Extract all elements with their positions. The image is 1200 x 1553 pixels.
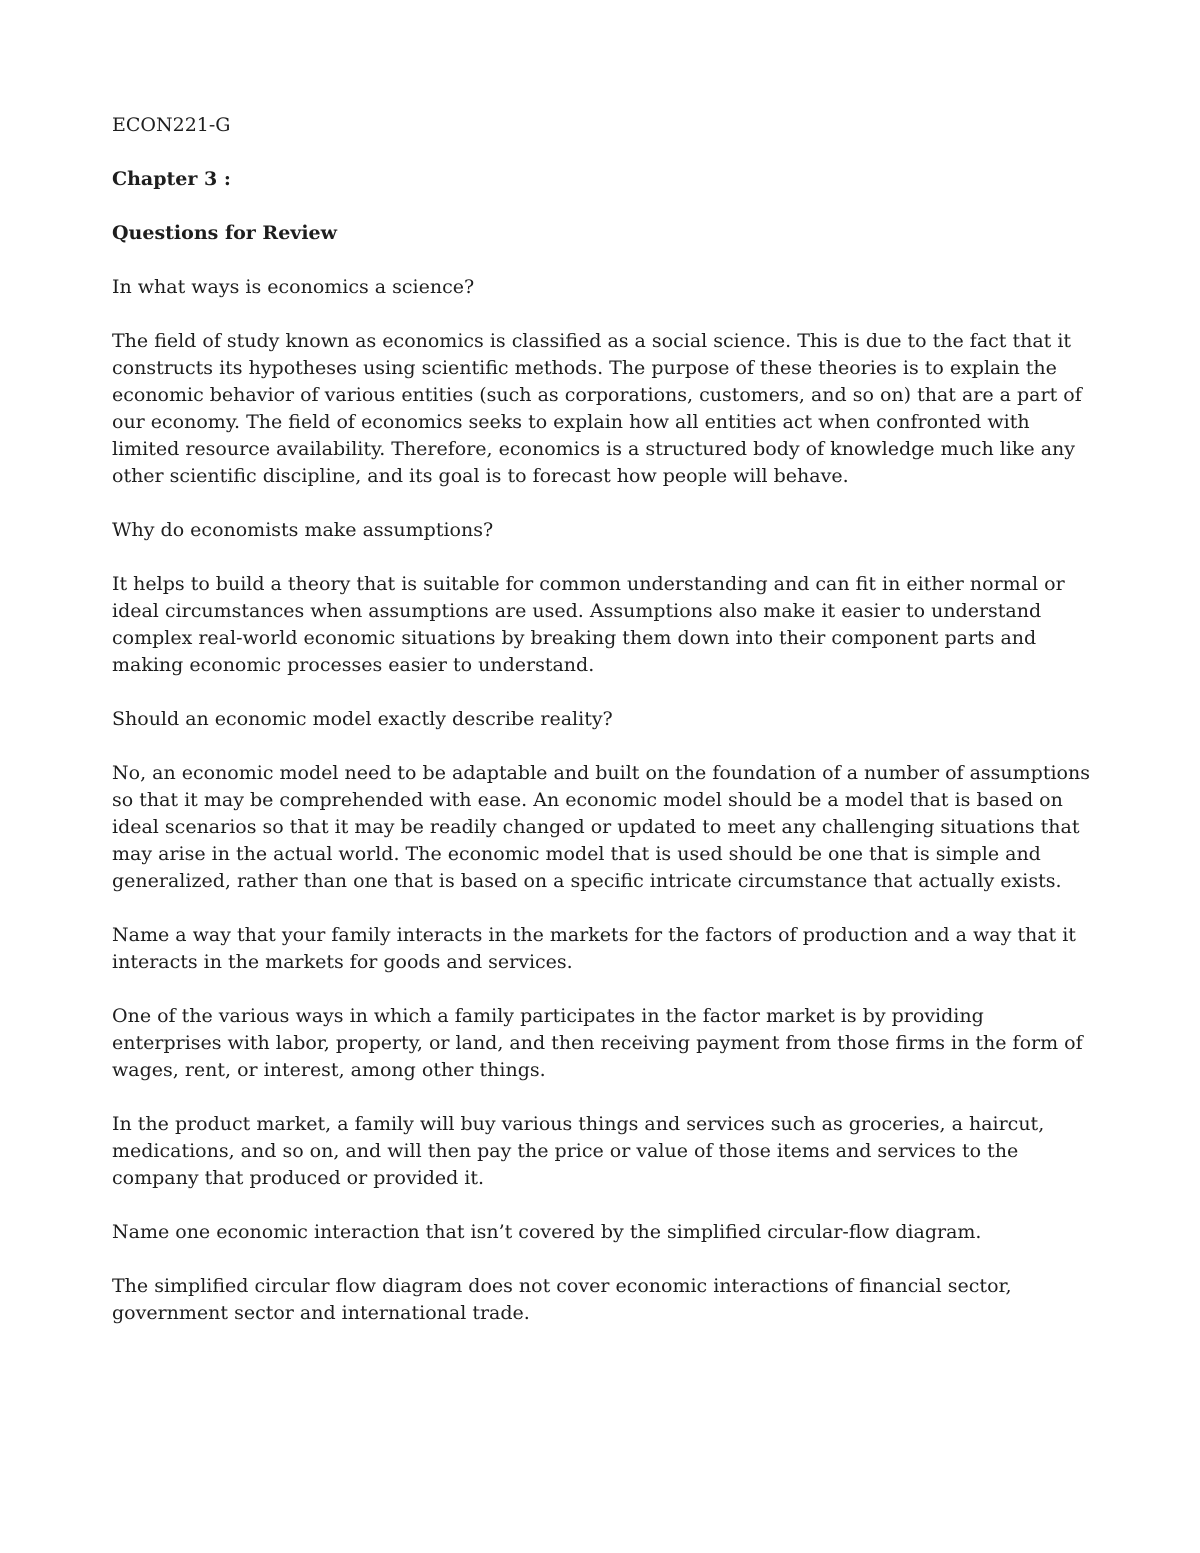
answer-4-product-market: In the product market, a family will buy various things and services such as groceries, a haircut, medications, and so on, and will then pay the price or value of those items and services to the company that produced or provided it. xyxy=(112,1113,1045,1189)
question-5: Name one economic interaction that isn’t covered by the simplified circular-flow diagram. xyxy=(112,1221,982,1243)
answer-3: No, an economic model need to be adaptable and built on the foundation of a number of assumptions so that it may be comprehended with ease. An economic model should be a model that is based on ideal scenarios so that it may be readily changed or updated to meet any challenging situations that may arise in the actual world. The economic model that is used should be one that is simple and generalized, rather than one that is based on a specific intricate circumstance that actually exists. xyxy=(112,762,1090,892)
answer-4-factor-market: One of the various ways in which a family participates in the factor market is by providing enterprises with labor, property, or land, and then receiving payment from those firms in the form of wages, rent, or interest, among other things. xyxy=(112,1005,1083,1081)
question-3: Should an economic model exactly describe reality? xyxy=(112,708,613,730)
answer-5: The simplified circular flow diagram does not cover economic interactions of financial sector, government sector and international trade. xyxy=(112,1275,1012,1324)
question-4: Name a way that your family interacts in the markets for the factors of production and a way that it interacts in the markets for goods and services. xyxy=(112,924,1076,973)
answer-2: It helps to build a theory that is suitable for common understanding and can fit in either normal or ideal circumstances when assumptions are used. Assumptions also make it easier to understand complex real-world economic situations by breaking them down into their component parts and making economic processes easier to understand. xyxy=(112,573,1065,676)
chapter-heading: Chapter 3 : xyxy=(112,168,231,190)
answer-1: The field of study known as economics is classified as a social science. This is due to the fact that it constructs its hypotheses using scientific methods. The purpose of these theories is to explain the economic behavior of various entities (such as corporations, customers, and so on) that are a part of our economy. The field of economics seeks to explain how all entities act when confronted with limited resource availability. Therefore, economics is a structured body of knowledge much like any other scientific discipline, and its goal is to forecast how people will behave. xyxy=(112,330,1082,487)
course-code: ECON221-G xyxy=(112,114,231,136)
question-2: Why do economists make assumptions? xyxy=(112,519,494,541)
document-body xyxy=(112,112,1092,1354)
question-1: In what ways is economics a science? xyxy=(112,276,475,298)
section-heading: Questions for Review xyxy=(112,222,337,244)
